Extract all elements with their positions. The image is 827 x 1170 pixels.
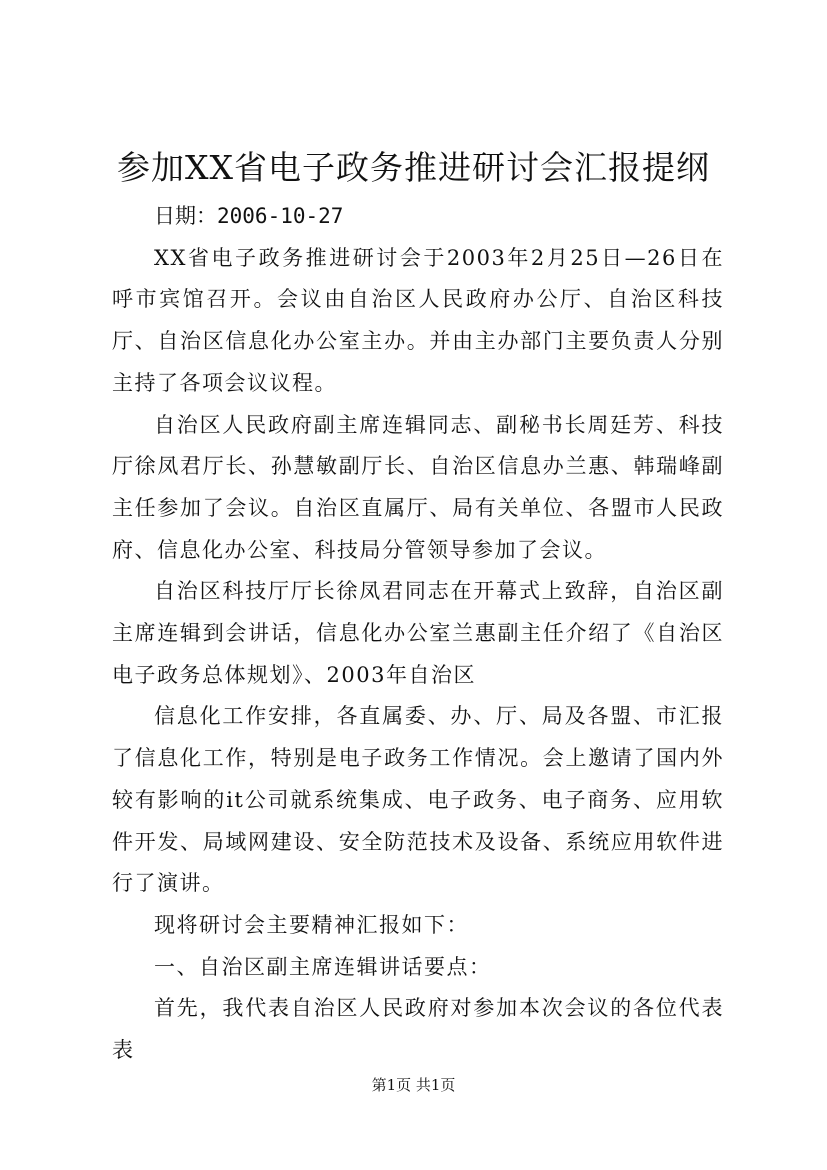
paragraph-speech-start: 首先，我代表自治区人民政府对参加本次会议的各位代表表 — [112, 996, 724, 1063]
paragraph-opening-speech: 自治区科技厅厅长徐凤君同志在开幕式上致辞，自治区副主席连辑到会讲话，信息化办公室兰惠副主任介绍了《自治区电子政务总体规划》、2003年自治区 — [112, 579, 724, 687]
paragraph-attendees: 自治区人民政府副主席连辑同志、副秘书长周廷芳、科技厅徐凤君厅长、孙慧敏副厅长、自治区信息办兰惠、韩瑞峰副主任参加了会议。自治区直属厅、局有关单位、各盟市人民政府、信息化办公室、科技局分管领导参加了会议。 — [112, 412, 724, 562]
paragraph-meeting-intro: XX省电子政务推进研讨会于2003年2月25日—26日在呼市宾馆召开。会议由自治区人民政府办公厅、自治区科技厅、自治区信息化办公室主办。并由主办部门主要负责人分别主持了各项会议议程。 — [112, 245, 724, 395]
section-heading-1: 一、自治区副主席连辑讲话要点： — [154, 954, 492, 979]
document-title: 参加XX省电子政务推进研讨会汇报提纲 — [117, 148, 710, 187]
page-footer: 第1页 共1页 — [371, 1076, 456, 1094]
date-line: 日期：2006-10-27 — [154, 204, 344, 228]
document-body — [112, 196, 724, 1072]
paragraph-work-reports: 信息化工作安排，各直属委、办、厅、局及各盟、市汇报了信息化工作，特别是电子政务工作情况。会上邀请了国内外较有影响的it公司就系统集成、电子政务、电子商务、应用软件开发、局域网建设、安全防范技术及设备、系统应用软件进行了演讲。 — [112, 704, 724, 896]
paragraph-summary-intro: 现将研讨会主要精神汇报如下： — [154, 912, 469, 937]
